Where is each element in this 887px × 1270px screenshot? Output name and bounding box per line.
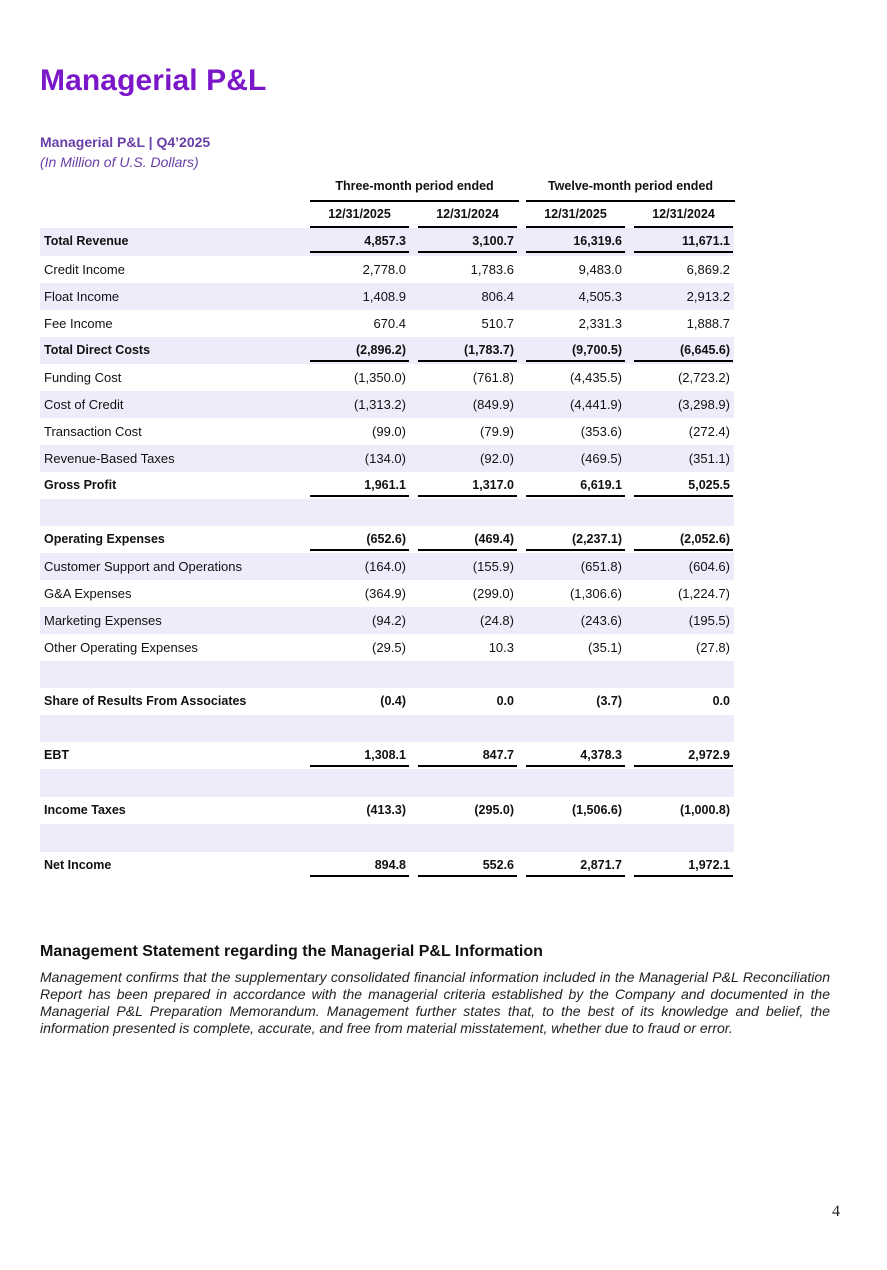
row-value: (604.6) <box>688 559 730 574</box>
row-value: (3.7) <box>596 694 622 708</box>
row-value: 1,961.1 <box>310 472 409 497</box>
date-header-row <box>40 201 736 228</box>
twelve-month-header: Twelve-month period ended <box>526 174 735 202</box>
row-label: Revenue-Based Taxes <box>44 451 175 466</box>
row-value: 9,483.0 <box>578 262 622 277</box>
row-value: 552.6 <box>418 852 517 877</box>
row-value: (2,723.2) <box>677 370 730 385</box>
spacer-row <box>40 661 734 688</box>
three-month-header: Three-month period ended <box>310 174 519 202</box>
row-value: 2,331.3 <box>578 316 622 331</box>
table-row-cost-of-credit <box>40 391 734 418</box>
row-value: (469.5) <box>580 451 622 466</box>
row-value: (99.0) <box>372 424 406 439</box>
row-value: (155.9) <box>472 559 514 574</box>
row-label: Other Operating Expenses <box>44 640 198 655</box>
date-header: 12/31/2024 <box>634 201 733 228</box>
row-value: (24.8) <box>480 613 514 628</box>
pl-table <box>40 174 736 879</box>
row-value: (651.8) <box>580 559 622 574</box>
page-title: Managerial P&L <box>40 64 267 97</box>
row-value: (351.1) <box>688 451 730 466</box>
table-units: (In Million of U.S. Dollars) <box>40 154 199 170</box>
row-value: 0.0 <box>712 694 730 708</box>
row-value: (164.0) <box>364 559 406 574</box>
row-value: (27.8) <box>696 640 730 655</box>
date-header: 12/31/2024 <box>418 201 517 228</box>
row-value: 806.4 <box>481 289 514 304</box>
row-value: (243.6) <box>580 613 622 628</box>
table-row-transaction-cost <box>40 418 734 445</box>
date-header: 12/31/2025 <box>310 201 409 228</box>
row-value: (1,783.7) <box>418 337 517 362</box>
row-value: (3,298.9) <box>677 397 730 412</box>
row-value: 4,505.3 <box>578 289 622 304</box>
row-value: (2,052.6) <box>634 526 733 551</box>
table-row-customer-support <box>40 553 734 580</box>
row-label: EBT <box>44 748 69 762</box>
table-row-marketing-expenses <box>40 607 734 634</box>
row-value: (1,306.6) <box>569 586 622 601</box>
row-label: Transaction Cost <box>44 424 142 439</box>
row-label: Operating Expenses <box>44 532 165 546</box>
table-row-share-of-results <box>40 688 734 715</box>
table-row-revenue-based-taxes <box>40 445 734 472</box>
row-label: Net Income <box>44 858 112 872</box>
row-label: Credit Income <box>44 262 125 277</box>
row-value: 1,888.7 <box>686 316 730 331</box>
row-value: (364.9) <box>364 586 406 601</box>
table-row-float-income <box>40 283 734 310</box>
row-value: 2,778.0 <box>362 262 406 277</box>
row-value: (1,000.8) <box>679 803 730 817</box>
row-value: (849.9) <box>472 397 514 412</box>
row-value: (6,645.6) <box>634 337 733 362</box>
row-label: Cost of Credit <box>44 397 124 412</box>
row-value: 1,783.6 <box>470 262 514 277</box>
row-value: 847.7 <box>418 742 517 767</box>
row-value: (29.5) <box>372 640 406 655</box>
row-value: 5,025.5 <box>634 472 733 497</box>
row-value: (1,506.6) <box>571 803 622 817</box>
row-label: Total Direct Costs <box>44 343 151 357</box>
row-value: (35.1) <box>588 640 622 655</box>
row-value: (195.5) <box>688 613 730 628</box>
table-row-fee-income <box>40 310 734 337</box>
row-value: 2,913.2 <box>686 289 730 304</box>
row-value: 10.3 <box>488 640 514 655</box>
statement-title: Management Statement regarding the Managerial P&L Information <box>40 943 543 960</box>
row-value: 894.8 <box>310 852 409 877</box>
row-label: Total Revenue <box>44 234 129 248</box>
table-subtitle: Managerial P&L | Q4’2025 <box>40 134 211 150</box>
row-value: 11,671.1 <box>634 228 733 253</box>
row-value: 1,408.9 <box>362 289 406 304</box>
period-group-header <box>40 174 736 201</box>
row-value: 16,319.6 <box>526 228 625 253</box>
row-value: (4,441.9) <box>569 397 622 412</box>
row-value: (469.4) <box>418 526 517 551</box>
table-row-other-operating-expenses <box>40 634 734 661</box>
table-row-total-revenue <box>40 228 734 256</box>
table-row-gross-profit <box>40 472 734 499</box>
row-value: (1,224.7) <box>677 586 730 601</box>
spacer-row <box>40 715 734 742</box>
row-label: Gross Profit <box>44 478 117 492</box>
date-header: 12/31/2025 <box>526 201 625 228</box>
row-label: Float Income <box>44 289 120 304</box>
row-label: Income Taxes <box>44 803 126 817</box>
table-row-income-taxes <box>40 797 734 824</box>
row-label: Fee Income <box>44 316 113 331</box>
row-value: 1,972.1 <box>634 852 733 877</box>
row-value: (2,896.2) <box>310 337 409 362</box>
row-value: 4,857.3 <box>310 228 409 253</box>
row-label: Marketing Expenses <box>44 613 162 628</box>
row-value: (652.6) <box>310 526 409 551</box>
row-value: 670.4 <box>373 316 406 331</box>
row-value: (272.4) <box>688 424 730 439</box>
row-value: (761.8) <box>472 370 514 385</box>
spacer-row <box>40 769 734 797</box>
row-value: (1,350.0) <box>353 370 406 385</box>
row-value: 6,619.1 <box>526 472 625 497</box>
row-value: 2,972.9 <box>634 742 733 767</box>
row-value: 1,317.0 <box>418 472 517 497</box>
row-label: Customer Support and Operations <box>44 559 242 574</box>
spacer-row <box>40 499 734 526</box>
table-row-total-direct-costs <box>40 337 734 364</box>
row-value: (9,700.5) <box>526 337 625 362</box>
row-value: 6,869.2 <box>686 262 730 277</box>
row-value: (4,435.5) <box>569 370 622 385</box>
row-value: (92.0) <box>480 451 514 466</box>
row-value: 3,100.7 <box>418 228 517 253</box>
row-label: Funding Cost <box>44 370 122 385</box>
table-row-operating-expenses <box>40 526 734 553</box>
table-row-ebt <box>40 742 734 769</box>
row-value: 510.7 <box>481 316 514 331</box>
row-value: (295.0) <box>474 803 514 817</box>
row-value: (413.3) <box>366 803 406 817</box>
statement-body: Management confirms that the supplementary consolidated financial information included in the Managerial P&L Reconciliation Report has been prepared in accordance with the managerial criteria established by the Company and documented in the Managerial P&L Preparation Memorandum. Management further states that, to the best of its knowledge and belief, the information presented is complete, accurate, and free from material misstatement, whether due to fraud or error. <box>40 969 830 1036</box>
row-value: (353.6) <box>580 424 622 439</box>
row-value: 0.0 <box>496 694 514 708</box>
row-value: (79.9) <box>480 424 514 439</box>
row-label: G&A Expenses <box>44 586 132 601</box>
row-label: Share of Results From Associates <box>44 694 247 708</box>
row-value: (0.4) <box>380 694 406 708</box>
table-row-credit-income <box>40 256 734 283</box>
table-row-net-income <box>40 852 734 879</box>
row-value: (2,237.1) <box>526 526 625 551</box>
table-row-ga-expenses <box>40 580 734 607</box>
row-value: (134.0) <box>364 451 406 466</box>
row-value: 1,308.1 <box>310 742 409 767</box>
row-value: (94.2) <box>372 613 406 628</box>
spacer-row <box>40 824 734 852</box>
row-value: 2,871.7 <box>526 852 625 877</box>
row-value: (1,313.2) <box>353 397 406 412</box>
page-number: 4 <box>832 1203 840 1220</box>
row-value: 4,378.3 <box>526 742 625 767</box>
table-row-funding-cost <box>40 364 734 391</box>
row-value: (299.0) <box>472 586 514 601</box>
